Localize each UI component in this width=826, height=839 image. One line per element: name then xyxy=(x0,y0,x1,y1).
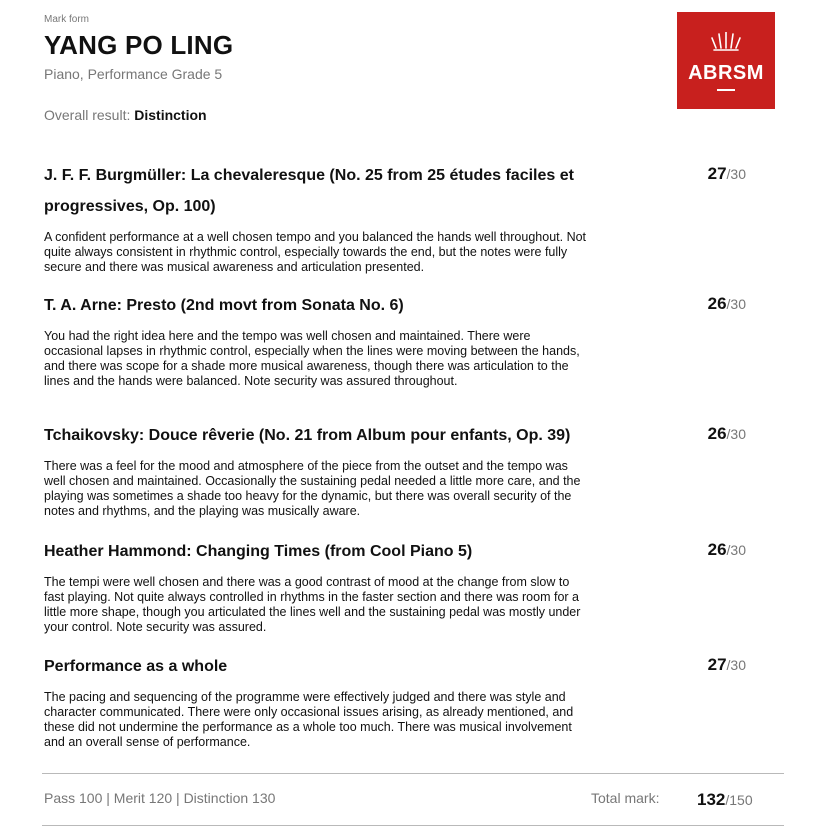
footer-bottom-divider xyxy=(42,825,784,826)
total-max: /150 xyxy=(725,792,753,808)
logo-text: ABRSM xyxy=(688,62,764,84)
total-mark-label: Total mark: xyxy=(591,790,660,806)
piece-comment: There was a feel for the mood and atmosphere of the piece from the outset and the tempo was well chosen and maintained. Occasionally the sustaining pedal needed a little more care, and the playing was sometimes a shade too heavy for the dynamic, but there was overall security of the notes and rhythms, and the playing was musically aware. xyxy=(44,459,581,518)
piece-max: /30 xyxy=(726,296,746,312)
grade-thresholds: Pass 100 | Merit 120 | Distinction 130 xyxy=(44,790,276,806)
footer-top-divider xyxy=(42,773,784,774)
piece-mark xyxy=(708,655,746,675)
piece-section-1 xyxy=(44,160,764,275)
piece-comment: The tempi were well chosen and there was a good contrast of mood at the change from slow to fast playing. Not quite always controlled in rhythms in the faster section and there was room for a little more shape, though you articulated the lines well and the sustaining pedal was mostly under your control. Note security was assured. xyxy=(44,575,581,634)
piece-score: 27 xyxy=(707,655,727,674)
performance-whole-section xyxy=(44,651,764,750)
piece-mark xyxy=(708,164,746,184)
piece-section-2 xyxy=(44,290,764,389)
piece-section-4 xyxy=(44,536,764,635)
crown-icon xyxy=(709,32,743,54)
piece-mark xyxy=(708,540,746,560)
piece-title: Tchaikovsky: Douce rêverie (No. 21 from Album pour enfants, Op. 39) xyxy=(44,427,571,444)
piece-max: /30 xyxy=(726,657,746,673)
piece-score: 27 xyxy=(707,164,727,183)
piece-max: /30 xyxy=(726,166,746,182)
subject-label: Piano, Performance Grade 5 xyxy=(44,66,223,82)
piece-comment: The pacing and sequencing of the programme were effectively judged and there was style and character communicated. There were only occasional issues arising, as already mentioned, and these did not undermine the performance as a whole too much. There was musical involvement and an overall sense of performance. xyxy=(44,690,574,749)
piece-mark xyxy=(708,424,746,444)
form-label: Mark form xyxy=(44,14,89,25)
candidate-name: YANG PO LING xyxy=(44,30,234,60)
total-mark xyxy=(697,790,753,810)
piece-score: 26 xyxy=(707,294,727,313)
piece-title: T. A. Arne: Presto (2nd movt from Sonata No. 6) xyxy=(44,297,404,314)
piece-title: Heather Hammond: Changing Times (from Cool Piano 5) xyxy=(44,543,473,560)
piece-score: 26 xyxy=(707,540,727,559)
abrsm-logo xyxy=(677,12,775,109)
piece-score: 26 xyxy=(707,424,727,443)
logo-underline xyxy=(717,89,735,91)
piece-title: J. F. F. Burgmüller: La chevaleresque (No. 25 from 25 études faciles et progressives, Op. 100) xyxy=(44,167,574,215)
piece-mark xyxy=(708,294,746,314)
overall-result-value: Distinction xyxy=(134,107,207,123)
piece-max: /30 xyxy=(726,426,746,442)
piece-comment: You had the right idea here and the tempo was well chosen and maintained. There were occasional lapses in rhythmic control, especially when the lines were moving between the hands, and there was scope for a shade more musical awareness, though there was articulation to the lines and the hands were balanced. Note security was assured throughout. xyxy=(44,329,580,388)
overall-result-label: Overall result: xyxy=(44,107,131,123)
piece-max: /30 xyxy=(726,542,746,558)
overall-result xyxy=(44,107,207,123)
piece-comment: A confident performance at a well chosen tempo and you balanced the hands well throughout. Not quite always consistent in rhythmic control, especially towards the end, but the notes were fully secure and there was musical awareness and articulation presented. xyxy=(44,230,587,274)
piece-title: Performance as a whole xyxy=(44,658,228,675)
total-score: 132 xyxy=(697,790,726,809)
piece-section-3 xyxy=(44,420,764,519)
